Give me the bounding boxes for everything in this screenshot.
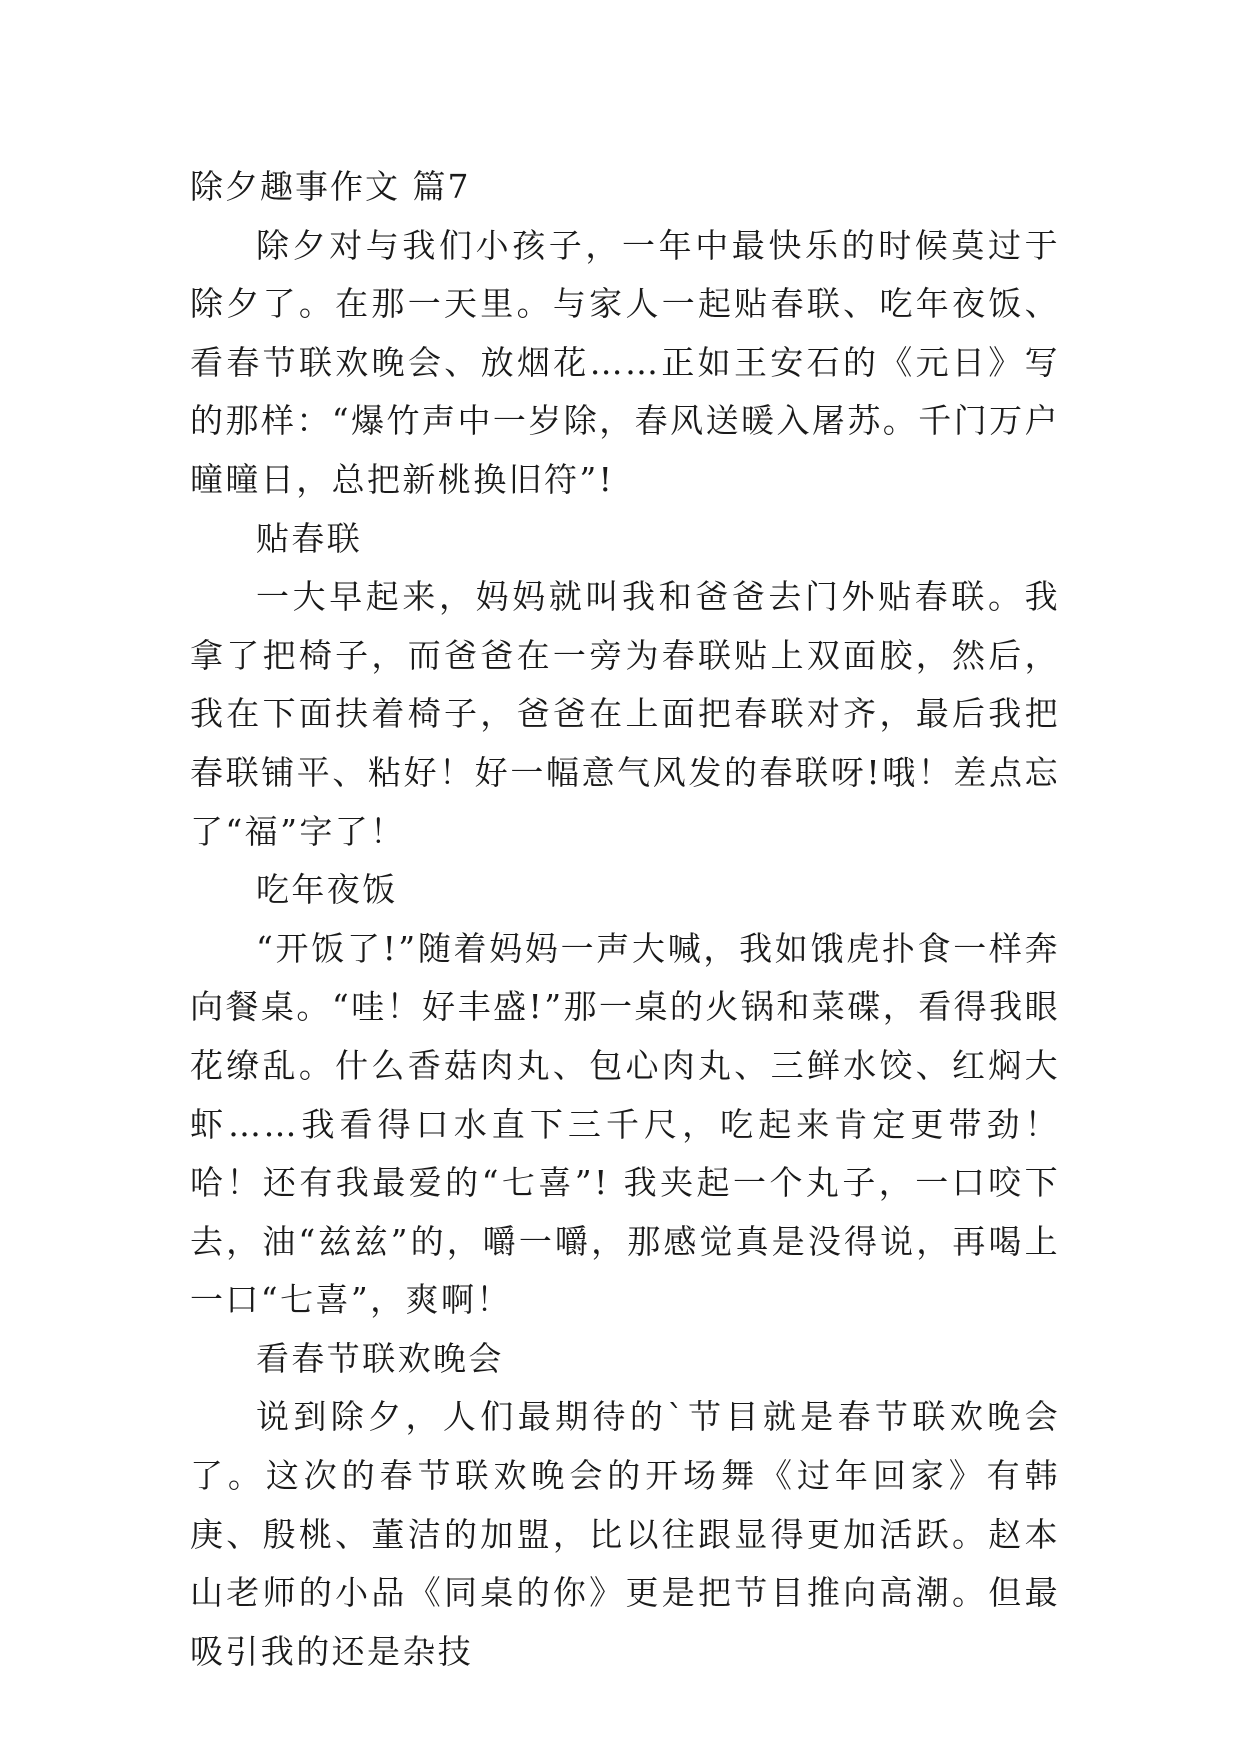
- essay-title: 除夕趣事作文 篇7: [190, 167, 471, 206]
- paragraph-dinner: “开饭了!”随着妈妈一声大喊，我如饿虎扑食一样奔向餐桌。“哇！好丰盛!”那一桌的火锅和菜碟，看得我眼花缭乱。什么香菇肉丸、包心肉丸、三鲜水饺、红焖大虾……我看得口水直下三千尺，吃起来肯定更带劲！哈！还有我最爱的“七喜”! 我夹起一个丸子，一口咬下去，油“兹兹”的，嚼一嚼，那感觉真是没得说，再喝上一口“七喜”，爽啊！: [190, 928, 1060, 1320]
- paragraph-gala: 说到除夕，人们最期待的`节目就是春节联欢晚会了。这次的春节联欢晚会的开场舞《过年回家》有韩庚、殷桃、董洁的加盟，比以往跟显得更加活跃。赵本山老师的小品《同桌的你》更是把节目推向高潮。但最吸引我的还是杂技: [190, 1397, 1060, 1671]
- paragraph-couplets: 一大早起来，妈妈就叫我和爸爸去门外贴春联。我拿了把椅子，而爸爸在一旁为春联贴上双面胶，然后，我在下面扶着椅子，爸爸在上面把春联对齐，最后我把春联铺平、粘好！好一幅意气风发的春联呀!哦！差点忘了“福”字了！: [190, 577, 1060, 851]
- section-heading-couplets: 贴春联: [256, 518, 363, 558]
- document-body: [190, 158, 1060, 1681]
- section-heading-dinner: 吃年夜饭: [256, 870, 398, 910]
- paragraph-intro: 除夕对与我们小孩子，一年中最快乐的时候莫过于除夕了。在那一天里。与家人一起贴春联、吃年夜饭、看春节联欢晚会、放烟花……正如王安石的《元日》写的那样：“爆竹声中一岁除，春风送暖入屠苏。千门万户曈曈日，总把新桃换旧符”!: [190, 225, 1060, 499]
- section-heading-gala: 看春节联欢晚会: [256, 1338, 504, 1378]
